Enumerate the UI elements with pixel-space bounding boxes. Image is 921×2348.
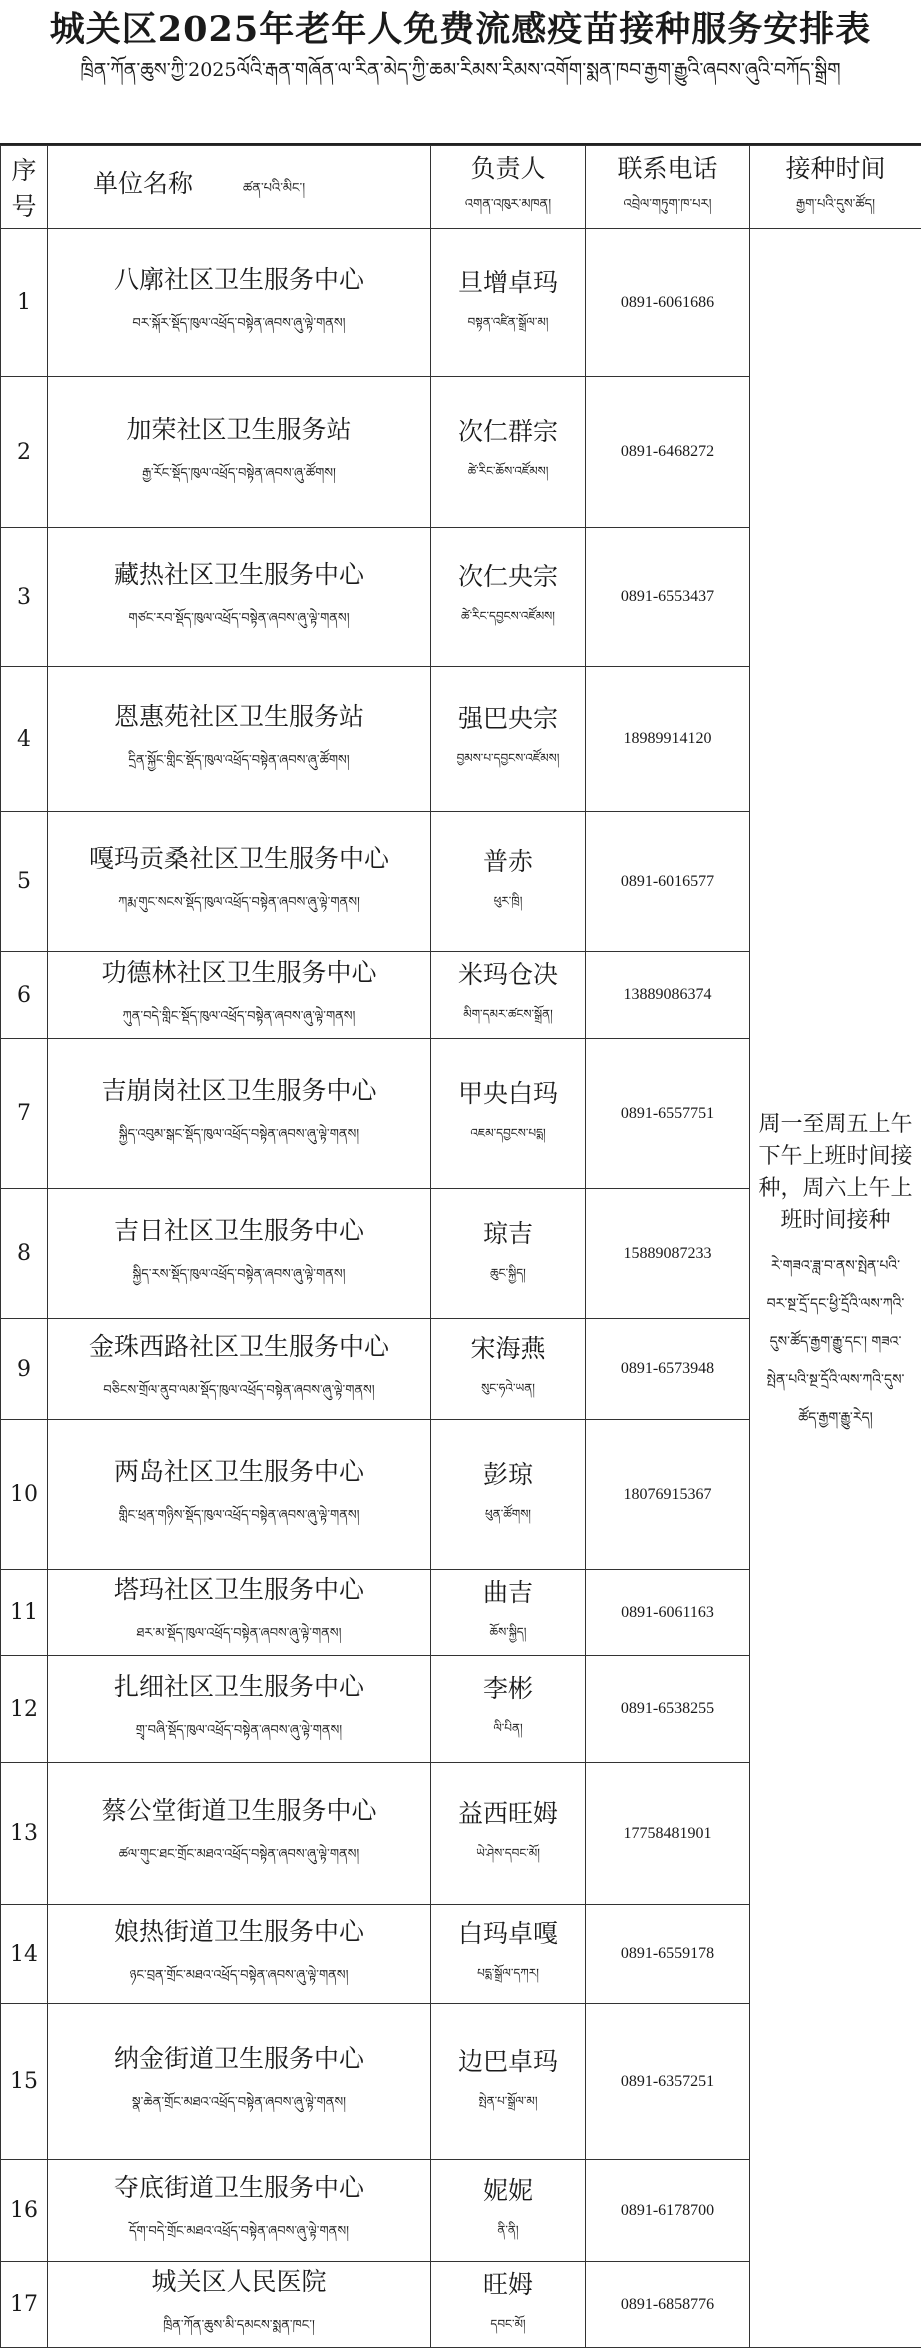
person-cell: [431, 2160, 586, 2262]
person-cell: [431, 1570, 586, 1656]
unit-name: 娘热街道卫生服务中心: [48, 1912, 430, 1948]
unit-name-tibetan: རྒྱ་རོང་སྡོད་ཁུལ་འཕྲོད་བསྟེན་ཞབས་ཞུ་ཚོགས།: [48, 458, 430, 495]
phone-number: 0891-6559178: [586, 1905, 750, 2004]
unit-cell: [48, 1319, 431, 1420]
unit-name: 功德林社区卫生服务中心: [48, 953, 430, 989]
person-name: 普赤: [431, 842, 585, 878]
person-name: 米玛仓决: [431, 955, 585, 991]
person-cell: [431, 2262, 586, 2348]
phone-number: 18076915367: [586, 1420, 750, 1570]
phone-number: 0891-6357251: [586, 2004, 750, 2160]
person-name-tibetan: སྤེན་པ་སྒྲོལ་མ།: [431, 2088, 585, 2122]
column-header-person: 负责人 འགན་འཁུར་མཁན།: [431, 146, 586, 229]
unit-name-tibetan: དོག་བདེ་གྲོང་མཐའ་འཕྲོད་བསྟེན་ཞབས་ཞུ་ལྟེ་གནས།: [48, 2216, 430, 2253]
person-name-tibetan: ལི་པིན།: [431, 1715, 585, 1749]
unit-name-tibetan: ཀུན་བདེ་གླིང་སྡོད་ཁུལ་འཕྲོད་བསྟེན་ཞབས་ཞུ་ལྟེ་གནས།: [48, 1001, 430, 1038]
person-name: 旦增卓玛: [431, 263, 585, 299]
row-number: 13: [1, 1763, 48, 1905]
person-name: 李彬: [431, 1669, 585, 1705]
person-cell: [431, 1763, 586, 1905]
row-number: 11: [1, 1570, 48, 1656]
person-name: 曲吉: [431, 1573, 585, 1609]
unit-cell: [48, 1763, 431, 1905]
schedule-cell: [750, 229, 921, 2348]
person-name-tibetan: ཆོས་སྐྱིད།: [431, 1619, 585, 1653]
vaccination-schedule-table: [0, 145, 921, 2348]
person-cell: [431, 1656, 586, 1763]
person-name: 次仁群宗: [431, 412, 585, 448]
row-number: 1: [1, 229, 48, 377]
row-number: 5: [1, 812, 48, 952]
row-number: 4: [1, 667, 48, 812]
person-cell: [431, 952, 586, 1039]
unit-name: 藏热社区卫生服务中心: [48, 555, 430, 591]
unit-cell: [48, 377, 431, 528]
unit-cell: [48, 1039, 431, 1189]
person-cell: [431, 1039, 586, 1189]
person-cell: [431, 229, 586, 377]
person-name: 甲央白玛: [431, 1074, 585, 1110]
unit-cell: [48, 229, 431, 377]
table-row: [1, 229, 921, 377]
person-name: 强巴央宗: [431, 699, 585, 735]
unit-name-tibetan: སྣ་ཆེན་གྲོང་མཐའ་འཕྲོད་བསྟེན་ཞབས་ཞུ་ལྟེ་གནས།: [48, 2087, 430, 2124]
person-name-tibetan: ཡེ་ཤེས་དབང་མོ།: [431, 1840, 585, 1874]
person-name: 妮妮: [431, 2171, 585, 2207]
row-number: 9: [1, 1319, 48, 1420]
unit-cell: [48, 2262, 431, 2348]
phone-number: 15889087233: [586, 1189, 750, 1319]
person-name-tibetan: ཕུར་ཁྲི།: [431, 888, 585, 922]
unit-name: 加荣社区卫生服务站: [48, 410, 430, 446]
person-cell: [431, 812, 586, 952]
unit-name: 夺底街道卫生服务中心: [48, 2168, 430, 2204]
column-header-time: 接种时间 རྒྱག་པའི་དུས་ཚོད།: [750, 146, 921, 229]
unit-name: 金珠西路社区卫生服务中心: [48, 1327, 430, 1363]
phone-number: 0891-6858776: [586, 2262, 750, 2348]
person-name: 琼吉: [431, 1214, 585, 1250]
unit-name-tibetan: གཙང་རབ་སྡོད་ཁུལ་འཕྲོད་བསྟེན་ཞབས་ཞུ་ལྟེ་གནས།: [48, 603, 430, 640]
phone-number: 0891-6061163: [586, 1570, 750, 1656]
person-cell: [431, 1905, 586, 2004]
person-name-tibetan: ཕུན་ཚོགས།: [431, 1501, 585, 1535]
person-name: 次仁央宗: [431, 557, 585, 593]
person-name-tibetan: ཆུང་སྐྱིད།: [431, 1260, 585, 1294]
person-cell: [431, 667, 586, 812]
person-cell: [431, 1189, 586, 1319]
unit-cell: [48, 1570, 431, 1656]
row-number: 6: [1, 952, 48, 1039]
phone-number: 0891-6178700: [586, 2160, 750, 2262]
person-name: 边巴卓玛: [431, 2042, 585, 2078]
unit-cell: [48, 667, 431, 812]
row-number: 15: [1, 2004, 48, 2160]
person-name-tibetan: ནི་ནི།: [431, 2217, 585, 2251]
unit-name-tibetan: གླིང་ཕྲན་གཉིས་སྡོད་ཁུལ་འཕྲོད་བསྟེན་ཞབས་ཞུ་ལྟེ་གནས།: [48, 1500, 430, 1537]
person-cell: [431, 528, 586, 667]
document-subtitle-tibetan: ཁྲིན་ཀོན་ཆུས་ཀྱི་2025ལོའི་རྒན་གཞོན་ལ་རིན་མེད་ཀྱི་ཆམ་རིམས་རིམས་འགོག་སྨན་ཁབ་རྒྱག་རྒྱུའི་ཞབས་ཞུའི་བཀོད་སྒྲིག: [0, 52, 921, 88]
unit-cell: [48, 1905, 431, 2004]
phone-number: 0891-6468272: [586, 377, 750, 528]
unit-cell: [48, 2160, 431, 2262]
unit-name-tibetan: སྐྱིད་རས་སྡོད་ཁུལ་འཕྲོད་བསྟེན་ཞབས་ཞུ་ལྟེ་གནས།: [48, 1259, 430, 1296]
unit-cell: [48, 952, 431, 1039]
column-header-unit: 单位名称 ཚན་པའི་མིང་།: [48, 146, 431, 229]
unit-name-tibetan: ཁྲིན་ཀོན་ཆུས་མི་དམངས་སྨན་ཁང་།: [48, 2310, 430, 2347]
person-name-tibetan: པདྨ་སྒྲོལ་དཀར།: [431, 1960, 585, 1994]
unit-name-tibetan: ཉང་བྲན་གྲོང་མཐའ་འཕྲོད་བསྟེན་ཞབས་ཞུ་ལྟེ་གནས།: [48, 1960, 430, 1997]
unit-name: 两岛社区卫生服务中心: [48, 1452, 430, 1488]
unit-name: 恩惠苑社区卫生服务站: [48, 697, 430, 733]
unit-name: 八廓社区卫生服务中心: [48, 260, 430, 296]
row-number: 7: [1, 1039, 48, 1189]
unit-cell: [48, 812, 431, 952]
person-name: 白玛卓嘎: [431, 1914, 585, 1950]
row-number: 12: [1, 1656, 48, 1763]
unit-cell: [48, 2004, 431, 2160]
document-header: [0, 0, 921, 145]
person-name-tibetan: དབང་མོ།: [431, 2311, 585, 2345]
phone-number: 0891-6557751: [586, 1039, 750, 1189]
phone-number: 0891-6573948: [586, 1319, 750, 1420]
unit-name-tibetan: བཅིངས་གྲོལ་ནུབ་ལམ་སྡོད་ཁུལ་འཕྲོད་བསྟེན་ཞབས་ཞུ་ལྟེ་གནས།: [48, 1375, 430, 1412]
row-number: 17: [1, 2262, 48, 2348]
phone-number: 0891-6016577: [586, 812, 750, 952]
person-name-tibetan: འཇམ་དབྱངས་པདྨ།: [431, 1120, 585, 1154]
unit-cell: [48, 1656, 431, 1763]
person-cell: [431, 2004, 586, 2160]
unit-name: 蔡公堂街道卫生服务中心: [48, 1791, 430, 1827]
phone-number: 0891-6061686: [586, 229, 750, 377]
person-name: 彭琼: [431, 1455, 585, 1491]
person-name-tibetan: སུང་ཧའེ་ཡན།: [431, 1375, 585, 1409]
phone-number: 0891-6538255: [586, 1656, 750, 1763]
person-name-tibetan: བྱམས་པ་དབྱངས་འཛོམས།: [431, 745, 585, 779]
phone-number: 13889086374: [586, 952, 750, 1039]
unit-name: 纳金街道卫生服务中心: [48, 2039, 430, 2075]
unit-name-tibetan: ཐར་མ་སྡོད་ཁུལ་འཕྲོད་བསྟེན་ཞབས་ཞུ་ལྟེ་གནས།: [48, 1618, 430, 1655]
person-name-tibetan: མིག་དམར་ཚངས་སྒྲོན།: [431, 1001, 585, 1035]
row-number: 3: [1, 528, 48, 667]
unit-cell: [48, 1420, 431, 1570]
person-cell: [431, 1420, 586, 1570]
row-number: 14: [1, 1905, 48, 2004]
person-name-tibetan: ཚེ་རིང་དབྱངས་འཛོམས།: [431, 603, 585, 637]
row-number: 16: [1, 2160, 48, 2262]
unit-name: 塔玛社区卫生服务中心: [48, 1570, 430, 1606]
unit-name: 吉崩岗社区卫生服务中心: [48, 1071, 430, 1107]
unit-name: 扎细社区卫生服务中心: [48, 1667, 430, 1703]
table-header-row: [1, 146, 921, 229]
person-name-tibetan: ཚེ་རིང་ཆོས་འཛོམས།: [431, 458, 585, 492]
unit-name-tibetan: དྲིན་སྐྱོང་གླིང་སྡོད་ཁུལ་འཕྲོད་བསྟེན་ཞབས་ཞུ་ཚོགས།: [48, 745, 430, 782]
row-number: 2: [1, 377, 48, 528]
row-number: 10: [1, 1420, 48, 1570]
unit-name-tibetan: གྲྭ་བཞི་སྡོད་ཁུལ་འཕྲོད་བསྟེན་ཞབས་ཞུ་ལྟེ་གནས།: [48, 1715, 430, 1752]
column-header-no: 序号: [1, 146, 48, 229]
unit-name-tibetan: སྐྱིད་འབུམ་སྒང་སྡོད་ཁུལ་འཕྲོད་བསྟེན་ཞབས་ཞུ་ལྟེ་གནས།: [48, 1119, 430, 1156]
unit-name: 吉日社区卫生服务中心: [48, 1211, 430, 1247]
unit-cell: [48, 528, 431, 667]
column-header-phone: 联系电话 འབྲེལ་གཏུག་ཁ་པར།: [586, 146, 750, 229]
person-name: 旺姆: [431, 2265, 585, 2301]
phone-number: 17758481901: [586, 1763, 750, 1905]
phone-number: 18989914120: [586, 667, 750, 812]
phone-number: 0891-6553437: [586, 528, 750, 667]
unit-name-tibetan: ཀརྨ་གུང་སངས་སྡོད་ཁུལ་འཕྲོད་བསྟེན་ཞབས་ཞུ་ལྟེ་གནས།: [48, 887, 430, 924]
person-cell: [431, 1319, 586, 1420]
schedule-text-tibetan: རེ་གཟའ་ཟླ་བ་ནས་སྤེན་པའི་བར་སྔ་དྲོ་དང་ཕྱི་དྲོའི་ལས་ཀའི་དུས་ཚོད་རྒྱག་རྒྱུ་དང་། གཟའ་སྤེན་པའི་སྔ་དྲོའི་ལས་ཀའི་དུས་ཚོད་རྒྱག་རྒྱུ་རེད།: [750, 1237, 921, 1437]
person-name: 益西旺姆: [431, 1794, 585, 1830]
document-title: 城关区2025年老年人免费流感疫苗接种服务安排表: [0, 0, 921, 52]
unit-cell: [48, 1189, 431, 1319]
unit-name: 嘎玛贡桑社区卫生服务中心: [48, 839, 430, 875]
person-name-tibetan: བསྟན་འཛིན་སྒྲོལ་མ།: [431, 309, 585, 343]
person-cell: [431, 377, 586, 528]
unit-name: 城关区人民医院: [48, 2262, 430, 2298]
unit-name-tibetan: བར་སྐོར་སྡོད་ཁུལ་འཕྲོད་བསྟེན་ཞབས་ཞུ་ལྟེ་གནས།: [48, 308, 430, 345]
row-number: 8: [1, 1189, 48, 1319]
unit-name-tibetan: ཚལ་གུང་ཐང་གྲོང་མཐའ་འཕྲོད་བསྟེན་ཞབས་ཞུ་ལྟེ་གནས།: [48, 1839, 430, 1876]
schedule-text: 周一至周五上午下午上班时间接种，周六上午上班时间接种: [750, 1109, 921, 1237]
person-name: 宋海燕: [431, 1329, 585, 1365]
